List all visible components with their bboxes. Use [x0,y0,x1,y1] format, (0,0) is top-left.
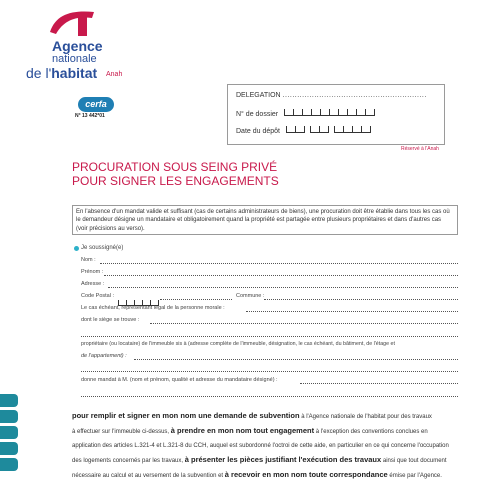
nom-field[interactable] [100,263,458,264]
anah-logo [18,8,128,88]
logo-swoosh-icon [46,8,98,36]
side-tabs [0,394,18,474]
dossier-row: N° de dossier [236,109,375,118]
appartement-label: de l'appartement) : [81,353,127,359]
delegation-field[interactable]: ........................................................... [282,92,427,99]
representant-field[interactable] [246,311,458,312]
logo-anah: Anah [106,71,123,78]
page-title: PROCURATION SOUS SEING PRIVÉ POUR SIGNER LES ENGAGEMENTS [72,160,279,188]
side-tab-2[interactable] [0,410,18,423]
reserve-note: Réservé à l'Anah [401,146,439,152]
side-tab-5[interactable] [0,458,18,471]
side-tab-3[interactable] [0,426,18,439]
code-postal-dots [160,299,232,300]
bullet-icon [74,246,79,251]
depot-year-field[interactable] [334,126,371,135]
mandate-scope-text: pour remplir et signer en mon nom une demande de subvention à l'Agence nationale de l'habitat pour des travaux à effectuer sur l'immeuble ci-dessus, à prendre en mon nom tout engagement à l'exception des conventions conclues en application des articles L.321-4 et L.321-8 du CCH, auquel est subordonné l'octroi de cette aide, en particulier en ce qui concerne l'occupation des logements concernés par les travaux, à présenter les pièces justifiant l'exécution des travaux ainsi que tout document nécessaire au calcul et au versement de la subvention et à recevoir en mon nom toute correspondance émise par l'Agence. [72,411,449,480]
logo-line1: Agence [52,38,103,54]
siege-label: dont le siège se trouve : [81,317,140,323]
side-tab-4[interactable] [0,442,18,455]
commune-field[interactable] [264,299,458,300]
proprietaire-label: propriétaire (ou locataire) de l'immeuble sis à (adresse complète de l'immeuble, désignation, le cas échéant, du bâtiment, de l'étage et [81,341,395,347]
siege-field[interactable] [150,323,458,324]
cerfa-number: N° 13 442*01 [75,113,105,119]
admin-box [227,84,445,145]
dossier-number-field[interactable] [284,109,375,118]
prenom-field[interactable] [104,275,458,276]
logo-line2: nationale [52,53,97,65]
appartement-field-2[interactable] [81,371,458,372]
code-postal-label: Code Postal : [81,293,115,299]
logo-line3: de l'habitat [26,65,98,81]
mandat-field[interactable] [300,383,458,384]
adresse-label: Adresse : [81,281,105,287]
depot-month-field[interactable] [310,126,329,135]
commune-label: Commune : [236,293,265,299]
appartement-field[interactable] [134,359,458,360]
delegation-row: DELEGATION ........................................................... [236,92,427,99]
depot-row: Date du dépôt [236,126,371,135]
prenom-label: Prénom : [81,269,104,275]
mandat-field-2[interactable] [81,396,458,397]
soussigne-label: Je soussigné(e) [81,245,124,251]
mandat-label: donne mandat à M. (nom et prénom, qualité et adresse du mandataire désigné) : [81,377,278,383]
siege-field-2[interactable] [81,336,458,337]
side-tab-1[interactable] [0,394,18,407]
depot-day-field[interactable] [286,126,305,135]
adresse-field[interactable] [108,287,458,288]
cerfa-logo: cerfa [78,97,114,112]
intro-notice: En l'absence d'un mandat valide et suffisant (cas de certains administrateurs de biens), une procuration doit être établie dans tous les cas où le demandeur désigne un mandataire et obligatoirement quand la propriété est partagée entre plusieurs propriétaires et dans d'autres cas (voir précisions au verso). [72,205,458,235]
representant-label: Le cas échéant, représentant légal de la personne morale : [81,305,225,311]
nom-label: Nom : [81,257,96,263]
